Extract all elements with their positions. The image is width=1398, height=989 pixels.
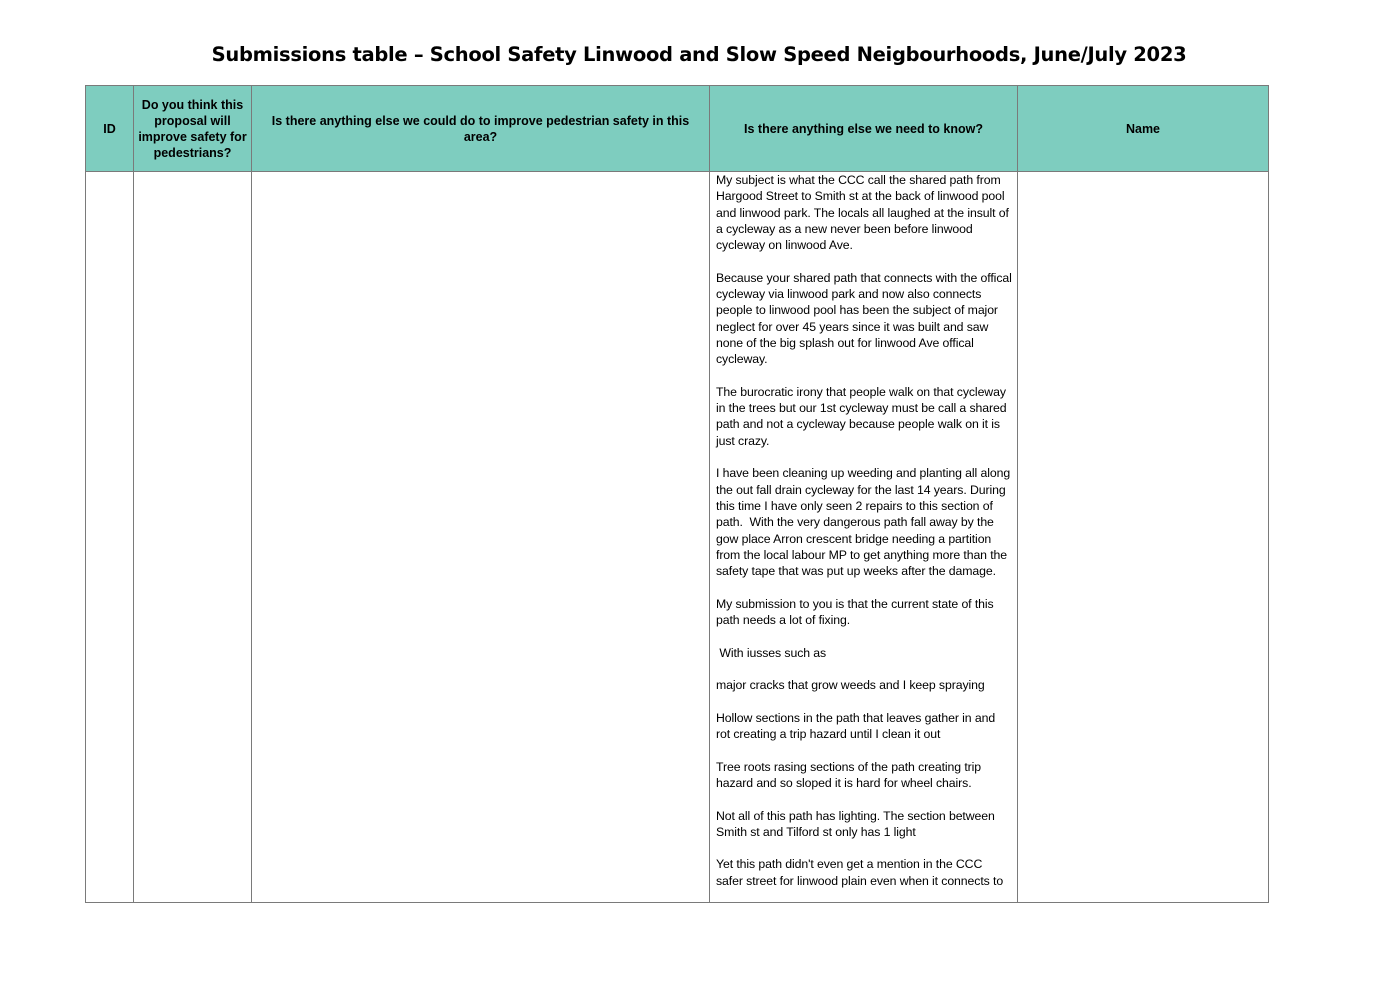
- header-row: [86, 86, 1269, 172]
- cell-name: [1018, 172, 1269, 903]
- cell-need-to-know: [710, 172, 1018, 903]
- header-need-to-know: Is there anything else we need to know?: [710, 86, 1018, 172]
- submission-paragraph: Because your shared path that connects with the offical cycleway via linwood park and now also connects people to linwood pool has been the subject of major neglect for over 45 years since it was built and saw none of the big splash out for linwood Ave offical cycleway.: [716, 270, 1016, 367]
- submissions-table: [85, 85, 1269, 903]
- submission-paragraph: Yet this path didn't even get a mention in the CCC safer street for linwood plain even when it connects to: [716, 857, 1004, 888]
- page-title: Submissions table – School Safety Linwood and Slow Speed Neigbourhoods, June/July 2023: [211, 43, 1187, 66]
- submission-paragraph: major cracks that grow weeds and I keep spraying: [716, 678, 985, 693]
- submission-paragraph: My subject is what the CCC call the shared path from Hargood Street to Smith st at the back of linwood pool and linwood park. The locals all laughed at the insult of a cycleway as a new never been before linwood cycleway on linwood Ave.: [716, 173, 1013, 253]
- submission-paragraph: I have been cleaning up weeding and planting all along the out fall drain cycleway for the last 14 years. During this time I have only seen 2 repairs to this section of path. With the very dangerous path fall away by the gow place Arron crescent bridge needing a partition from the local labour MP to get anything more than the safety tape that was put up weeks after the damage.: [716, 466, 1014, 579]
- submission-text: [710, 172, 1017, 902]
- table-row: [86, 172, 1269, 903]
- submission-paragraph: Hollow sections in the path that leaves gather in and rot creating a trip hazard until I clean it out: [716, 710, 999, 742]
- header-anything-else: Is there anything else we could do to improve pedestrian safety in this area?: [252, 86, 710, 172]
- submission-paragraph: My submission to you is that the current state of this path needs a lot of fixing.: [716, 596, 997, 628]
- cell-anything-else: [252, 172, 710, 903]
- cell-improve-safety: [134, 172, 252, 903]
- cell-id: [86, 172, 134, 903]
- submission-paragraph: With iusses such as: [716, 645, 827, 660]
- submission-paragraph: The burocratic irony that people walk on that cycleway in the trees but our 1st cycleway must be call a shared path and not a cycleway because people walk on it is just crazy.: [716, 384, 1010, 448]
- submission-paragraph: Not all of this path has lighting. The section between Smith st and Tilford st only has 1 light: [716, 808, 999, 839]
- header-improve-safety: Do you think this proposal will improve safety for pedestrians?: [134, 86, 252, 172]
- header-name: Name: [1018, 86, 1269, 172]
- header-id: ID: [86, 86, 134, 172]
- submission-paragraph: Tree roots rasing sections of the path creating trip hazard and so sloped it is hard for wheel chairs.: [716, 759, 985, 790]
